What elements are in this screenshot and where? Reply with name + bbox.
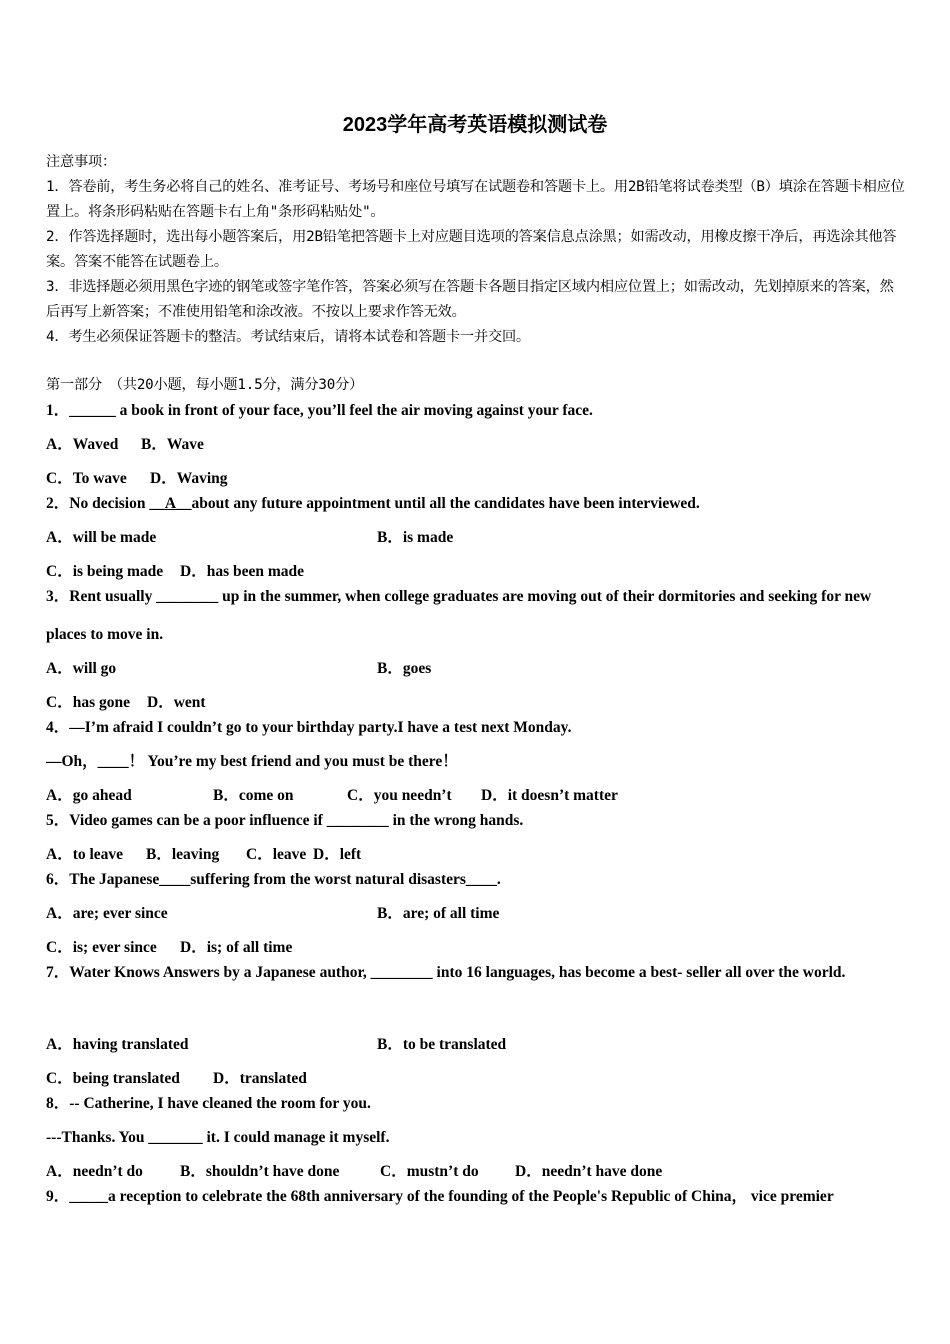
option-b: B．are; of all time <box>377 905 500 922</box>
option-c: C．leave <box>246 846 307 863</box>
option-c: C．mustn’t do <box>380 1163 479 1180</box>
option-d: D．translated <box>213 1070 307 1087</box>
option-d: D．it doesn’t matter <box>481 787 618 804</box>
option-c: C．To wave <box>46 470 127 487</box>
question-stem: 4．—I’m afraid I couldn’t go to your birthday party.I have a test next Monday. <box>46 719 572 736</box>
option-b: B．Wave <box>141 436 204 453</box>
option-b: B．leaving <box>146 846 220 863</box>
option-a: A．having translated <box>46 1036 189 1053</box>
option-b: B．come on <box>213 787 294 804</box>
option-c: C．has gone <box>46 694 130 711</box>
question-stem: 3．Rent usually ________ up in the summer, when college graduates are moving out of their dormitories and seeking for new places to move in. <box>46 588 872 643</box>
option-a: A．will be made <box>46 529 157 546</box>
option-d: D．is; of all time <box>180 939 293 956</box>
option-c: C．being translated <box>46 1070 180 1087</box>
option-d: D．has been made <box>180 563 305 580</box>
page-title: 2023学年高考英语模拟测试卷 <box>342 114 608 136</box>
question-stem: 9．_____a reception to celebrate the 68th anniversary of the founding of the People's Republic of China， vice premier <box>46 1188 834 1205</box>
option-a: A．will go <box>46 660 117 677</box>
question-stem: 5．Video games can be a poor influence if ________ in the wrong hands. <box>46 812 524 829</box>
question-stem: 6．The Japanese____suffering from the worst natural disasters____. <box>46 871 501 888</box>
question-stem <box>46 494 908 514</box>
option-a: A．go ahead <box>46 787 132 804</box>
question-reply: —Oh，____！ You’re my best friend and you must be there！ <box>46 753 458 770</box>
option-d: D．left <box>313 846 362 863</box>
option-b: B．goes <box>377 660 432 677</box>
option-b: B．is made <box>377 529 454 546</box>
option-a: A．to leave <box>46 846 124 863</box>
option-d: D．went <box>147 694 206 711</box>
question-reply: ---Thanks. You _______ it. I could manage it myself. <box>46 1129 390 1146</box>
option-a: A．Waved <box>46 436 119 453</box>
option-b: B．to be translated <box>377 1036 507 1053</box>
notice-block <box>46 150 906 350</box>
option-b: B．shouldn’t have done <box>180 1163 340 1180</box>
notice-item: 2．作答选择题时，选出每小题答案后，用2B铅笔把答题卡上对应题目选项的答案信息点涂黑；如需改动，用橡皮擦干净后，再选涂其他答案。答案不能答在试题卷上。 <box>46 229 897 270</box>
option-d: D．needn’t have done <box>515 1163 663 1180</box>
stem-text: 2．No decision <box>46 495 150 512</box>
option-c: C．is being made <box>46 563 164 580</box>
notice-item: 3．非选择题必须用黑色字迹的钢笔或签字笔作答，答案必须写在答题卡各题目指定区域内相应位置上；如需改动，先划掉原来的答案，然后再写上新答案；不准使用铅笔和涂改液。不按以上要求作答无效。 <box>46 279 894 320</box>
stem-text: about any future appointment until all the candidates have been interviewed. <box>191 495 700 512</box>
question-stem: 1．______ a book in front of your face, you’ll feel the air moving against your face. <box>46 402 593 419</box>
answer-blank: __A__ <box>149 495 192 512</box>
question-stem: 8．-- Catherine, I have cleaned the room for you. <box>46 1095 371 1112</box>
option-c: C．you needn’t <box>347 787 452 804</box>
question-stem: 7．Water Knows Answers by a Japanese author, ________ into 16 languages, has become a best- seller all over the world. <box>46 964 846 981</box>
option-a: A．needn’t do <box>46 1163 143 1180</box>
notice-heading: 注意事项： <box>46 154 116 170</box>
option-a: A．are; ever since <box>46 905 168 922</box>
option-d: D．Waving <box>150 470 228 487</box>
option-c: C．is; ever since <box>46 939 157 956</box>
notice-item: 1．答卷前，考生务必将自己的姓名、准考证号、考场号和座位号填写在试题卷和答题卡上。用2B铅笔将试卷类型（B）填涂在答题卡相应位置上。将条形码粘贴在答题卡右上角"条形码粘贴处"。 <box>46 179 905 220</box>
notice-item: 4．考生必须保证答题卡的整洁。考试结束后，请将本试卷和答题卡一并交回。 <box>46 329 530 345</box>
section-heading: 第一部分 （共20小题，每小题1.5分，满分30分） <box>46 377 364 393</box>
